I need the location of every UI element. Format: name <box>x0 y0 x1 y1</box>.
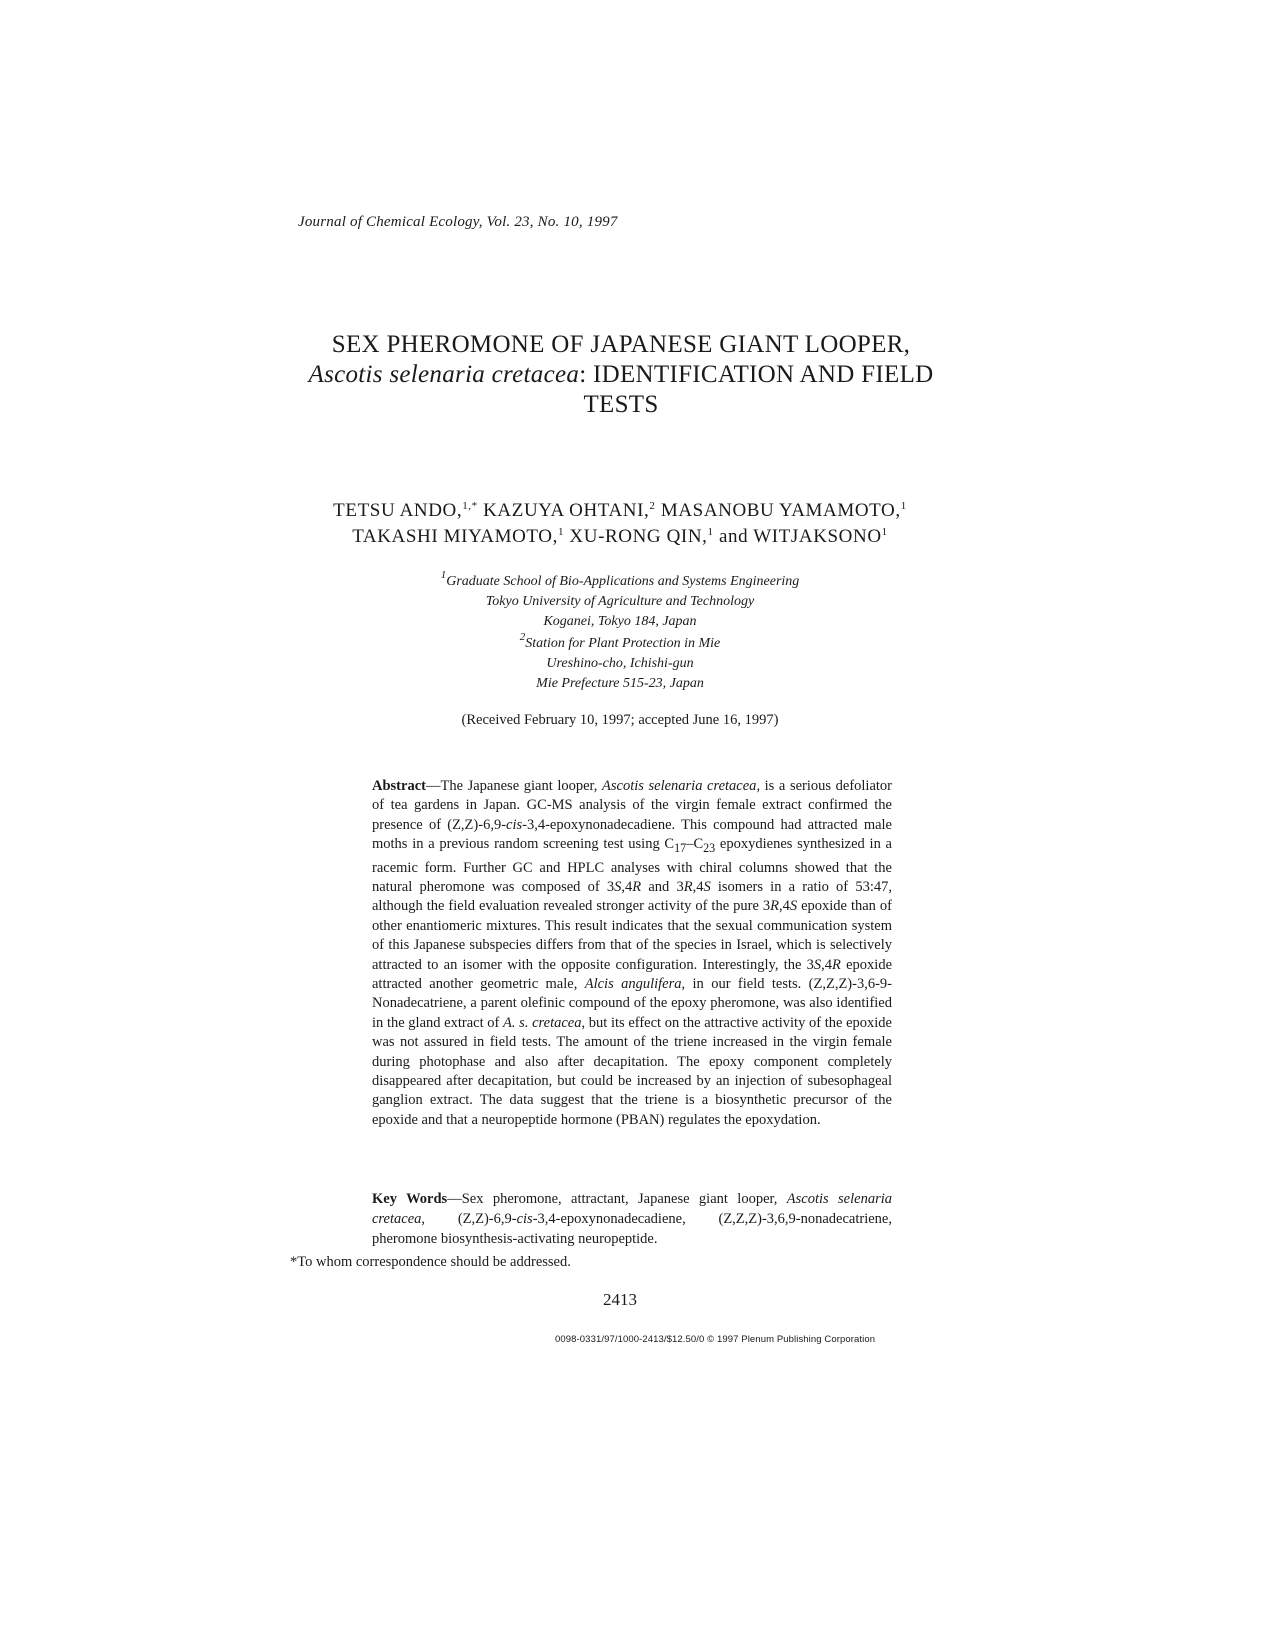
author-affil-mark: 1 <box>881 526 888 538</box>
copyright-line: 0098-0331/97/1000-2413/$12.50/0 © 1997 Plenum Publishing Corporation <box>555 1334 876 1345</box>
author-affil-mark: 1,* <box>462 500 478 512</box>
affiliation-line: Graduate School of Bio-Applications and Systems Engineering <box>446 574 800 589</box>
journal-header: Journal of Chemical Ecology, Vol. 23, No. 10, 1997 <box>298 214 618 230</box>
affiliation-2 <box>340 631 900 694</box>
affiliation-mark: 2 <box>519 631 526 643</box>
author-name: TAKASHI MIYAMOTO, <box>352 526 558 547</box>
affiliation-line: Tokyo University of Agriculture and Technology <box>485 594 755 609</box>
affiliation-line: Koganei, Tokyo 184, Japan <box>543 614 697 629</box>
author-affil-mark: 2 <box>649 500 656 512</box>
author-name: and WITJAKSONO <box>713 526 882 547</box>
affiliation-line: Mie Prefecture 515-23, Japan <box>536 676 704 691</box>
author-name: MASANOBU YAMAMOTO, <box>655 500 901 521</box>
author-line-1 <box>260 498 980 524</box>
title-line-2-rest: : IDENTIFICATION AND FIELD <box>579 361 934 388</box>
author-affil-mark: 1 <box>900 500 907 512</box>
affiliation-line: Station for Plant Protection in Mie <box>525 636 721 651</box>
author-name: TETSU ANDO, <box>333 500 463 521</box>
author-line-2 <box>260 524 980 550</box>
species-name: Ascotis selenaria cretacea <box>308 361 580 388</box>
author-affil-mark: 1 <box>557 526 565 538</box>
keywords-label: Key Words <box>372 1191 448 1207</box>
title-line-3: TESTS <box>583 391 659 418</box>
author-affil-mark: 1 <box>707 526 714 538</box>
affiliation-mark: 1 <box>440 569 447 581</box>
author-name: KAZUYA OHTANI, <box>477 500 650 521</box>
correspondence-footnote: *To whom correspondence should be addressed. <box>290 1254 571 1270</box>
abstract-paragraph: Abstract—The Japanese giant looper, Ascotis selenaria cretacea, is a serious defoliator of tea gardens in Japan. GC-MS analysis of the virgin female extract confirmed the presence of (Z,Z)-6,9-cis-3,4-epoxynonadecadiene. This compound had attracted male moths in a previous random screening test using $C_{17}-C_{23}$ epoxydienes synthesized in a racemic form. Further GC and HPLC analyses with chiral columns showed that the natural pheromone was composed of 3S,4R and 3R,4S isomers in a ratio of 53:47, although the field evaluation revealed stronger activity of the pure 3R,4S epoxide than of other enantiomeric mixtures. This result indicates that the sexual communication system of this Japanese subspecies differs from that of the species in Israel, which is selectively attracted to an isomer with the opposite configuration. Interestingly, the 3S,4R epoxide attracted another geometric male, Alcis angulifera, in our field tests. (Z,Z,Z)-3,6-9-Nonadecatriene, a parent olefinic compound of the epoxy pheromone, was also identified in the gland extract of A. s. cretacea, but its effect on the attractive activity of the epoxide was not assured in field tests. The amount of the triene increased in the virgin female during photophase and also after decapitation. The epoxy component completely disappeared after decapitation, but could be increased by an injection of subesophageal ganglion extract. The data suggest that the triene is a biosynthetic precursor of the epoxide and that a neuropeptide hormone (PBAN) regulates the epoxydation. <box>372 778 892 1128</box>
keywords-paragraph: Key Words—Sex pheromone, attractant, Japanese giant looper, Ascotis selenaria cretacea, (Z,Z)-6,9-cis-3,4-epoxynonadecadiene, (Z,Z,Z)-3,6,9-nonadecatriene, pheromone biosynthesis-activating neuropeptide. <box>372 1191 892 1247</box>
received-dates: (Received February 10, 1997; accepted June 16, 1997) <box>461 712 779 728</box>
affiliation-line: Ureshino-cho, Ichishi-gun <box>546 656 694 671</box>
abstract-label: Abstract <box>372 778 426 794</box>
author-list <box>260 498 980 550</box>
paper-title <box>280 330 962 420</box>
title-line-1: SEX PHEROMONE OF JAPANESE GIANT LOOPER, <box>331 331 911 358</box>
title-line-2 <box>280 360 962 390</box>
page-number: 2413 <box>603 1290 637 1309</box>
affiliation-1 <box>340 569 900 632</box>
author-name: XU-RONG QIN, <box>564 526 708 547</box>
